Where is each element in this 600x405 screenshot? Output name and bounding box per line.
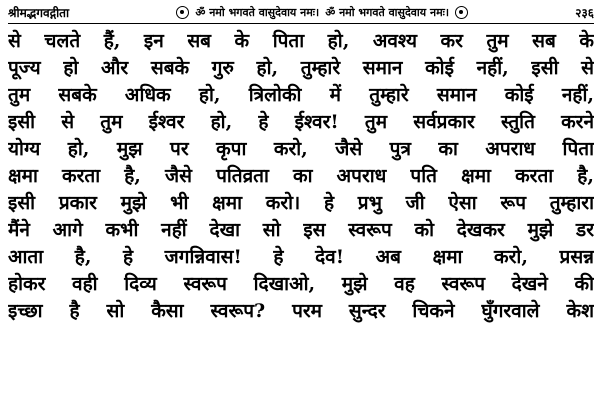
- page-number: २३६: [575, 5, 594, 20]
- text-line: योग्य हो, मुझ पर कृपा करो, जैसे पुत्र का अपराध पिता: [8, 138, 594, 160]
- header-mantra-1: ॐ नमो भगवते वासुदेवाय नमः।: [195, 5, 320, 19]
- text-line: इच्छा है सो कैसा स्वरूप? परम सुन्दर चिकने घुँगरवाले केश: [8, 300, 594, 322]
- text-line: से चलते हैं, इन सब के पिता हो, अवश्य कर तुम सब के: [8, 30, 594, 52]
- emblem-icon: [455, 6, 468, 19]
- header-mantra-strip: [69, 5, 575, 20]
- emblem-icon: [176, 6, 189, 19]
- text-line: मैंने आगे कभी नहीं देखा सो इस स्वरूप को देखकर मुझे डर: [8, 219, 594, 241]
- text-line: होकर वही दिव्य स्वरूप दिखाओ, मुझे वह स्वरूप देखने की: [8, 273, 594, 295]
- page-body: [8, 28, 594, 325]
- page-header: [8, 2, 594, 22]
- text-line: पूज्य हो और सबके गुरु हो, तुम्हारे समान कोई नहीं, इसी से: [8, 57, 594, 79]
- book-title: श्रीमद्भगवद्गीता: [8, 5, 70, 20]
- text-line: क्षमा करता है, जैसे पतिव्रता का अपराध पति क्षमा करता है,: [8, 165, 594, 187]
- header-divider: [8, 23, 594, 24]
- text-line: इसी से तुम ईश्वर हो, हे ईश्वर! तुम सर्वप्रकार स्तुति करने: [8, 111, 594, 133]
- text-line: इसी प्रकार मुझे भी क्षमा करो। हे प्रभु जी ऐसा रूप तुम्हारा: [8, 192, 594, 214]
- text-line: आता है, हे जगन्निवास! हे देव! अब क्षमा करो, प्रसन्न: [8, 246, 594, 268]
- header-mantra-2: ॐ नमो भगवते वासुदेवाय नमः।: [325, 5, 450, 19]
- text-line: तुम सबके अधिक हो, त्रिलोकी में तुम्हारे समान कोई नहीं,: [8, 84, 594, 106]
